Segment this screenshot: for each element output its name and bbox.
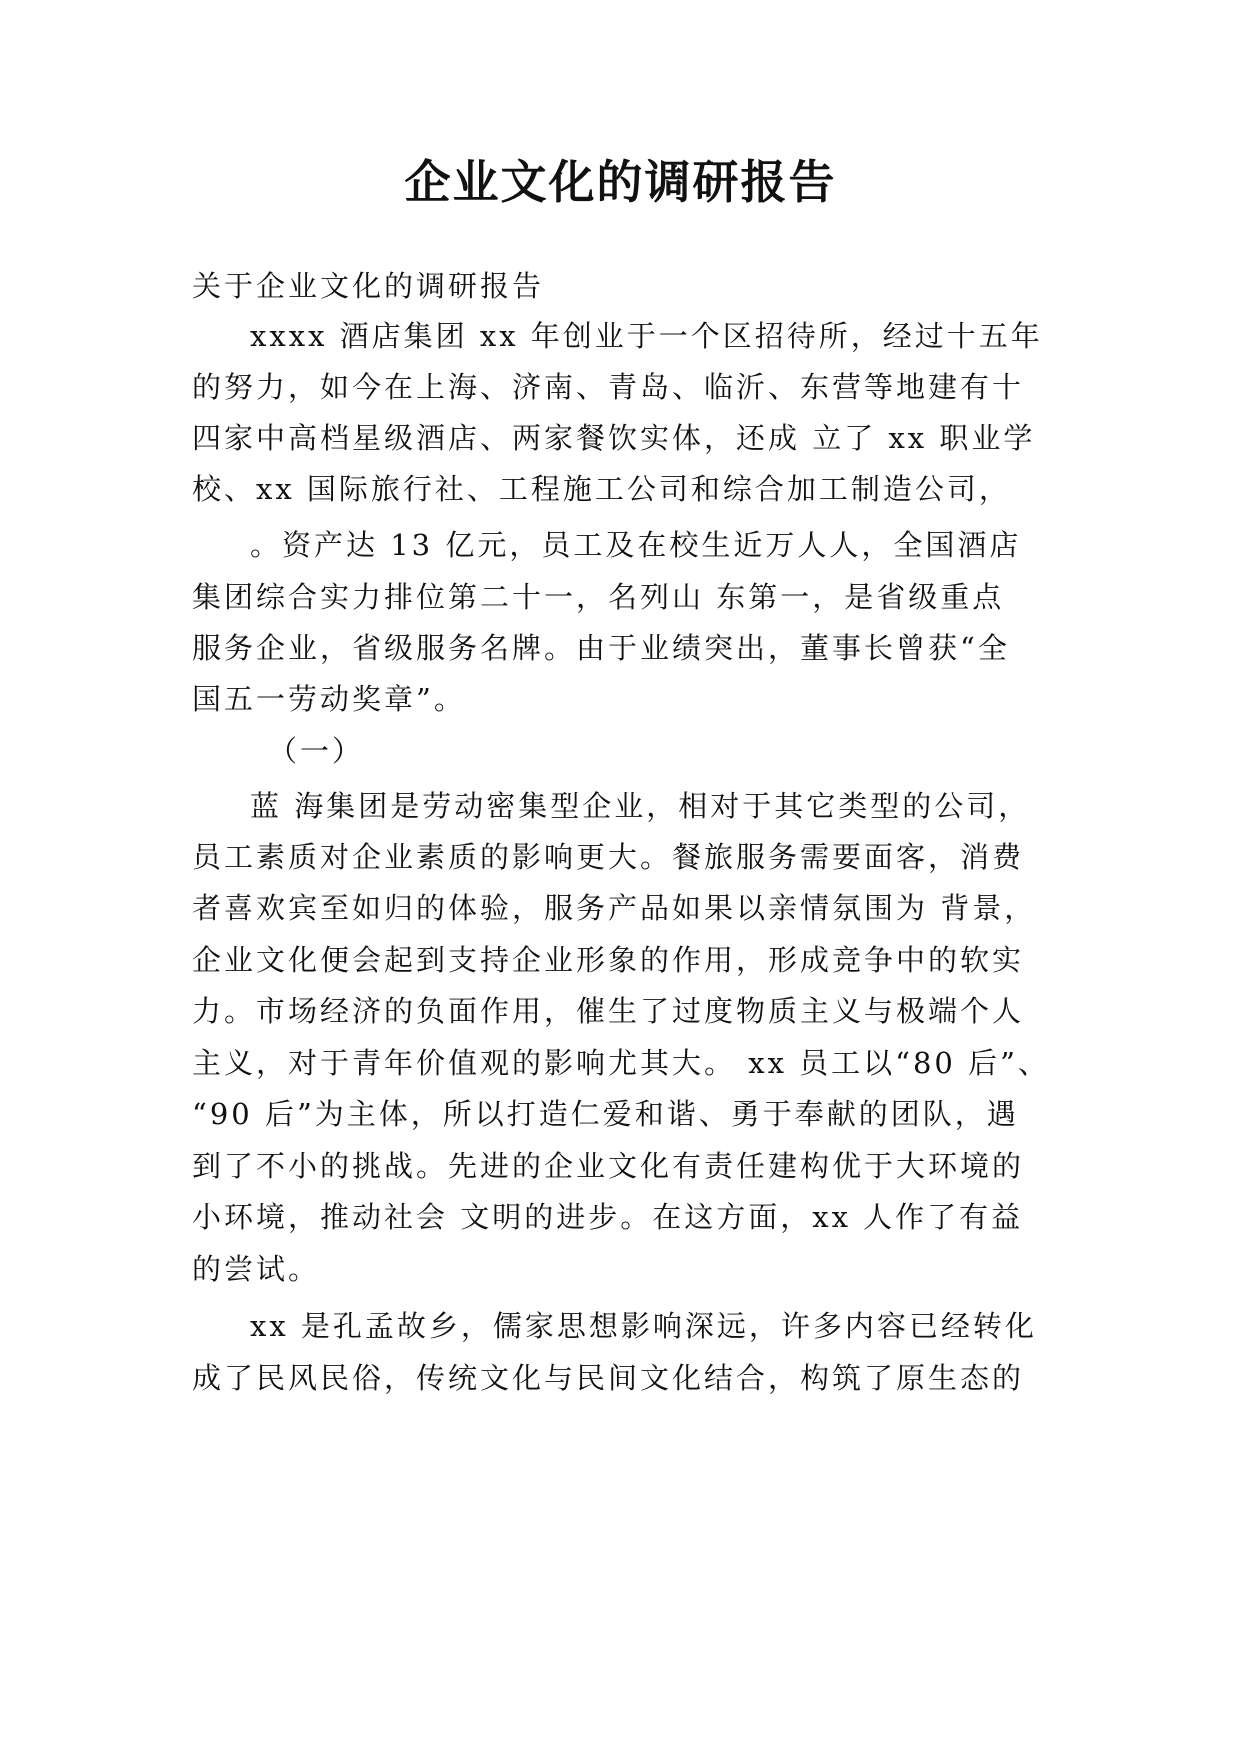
section-heading: （一） <box>268 734 365 768</box>
text-line: 。资产达 13 亿元，员工及在校生近万人人，全国酒店 <box>250 528 1022 562</box>
text-line: 国五一劳动奖章”。 <box>192 682 466 716</box>
text-line: “90 后”为主体，所以打造仁爱和谐、勇于奉献的团队，遇 <box>192 1097 1019 1131</box>
text-line: 企业文化便会起到支持企业形象的作用，形成竞争中的软实 <box>192 943 1025 977</box>
text-line: 校、xx 国际旅行社、工程施工公司和综合加工制造公司， <box>192 472 1011 506</box>
text-line: 到了不小的挑战。先进的企业文化有责任建构优于大环境的 <box>192 1149 1025 1183</box>
text-line: 员工素质对企业素质的影响更大。餐旅服务需要面客，消费 <box>192 840 1025 874</box>
text-line: 蓝 海集团是劳动密集型企业，相对于其它类型的公司， <box>250 789 1031 823</box>
text-line: 服务企业，省级服务名牌。由于业绩突出，董事长曾获“全 <box>192 631 1010 665</box>
text-line: 者喜欢宾至如归的体验，服务产品如果以亲情氛围为 背景， <box>192 891 1037 925</box>
text-line: xxxx 酒店集团 xx 年创业于一个区招待所，经过十五年 <box>250 319 1043 353</box>
text-line: 成了民风民俗，传统文化与民间文化结合，构筑了原生态的 <box>192 1361 1025 1395</box>
text-line: 的尝试。 <box>192 1252 321 1286</box>
text-line: 四家中高档星级酒店、两家餐饮实体，还成 立了 xx 职业学 <box>192 421 1036 455</box>
text-line: 小环境，推动社会 文明的进步。在这方面，xx 人作了有益 <box>192 1200 1024 1234</box>
text-line: 关于企业文化的调研报告 <box>192 269 545 303</box>
text-line: 的努力，如今在上海、济南、青岛、临沂、东营等地建有十 <box>192 370 1025 404</box>
text-line: 力。市场经济的负面作用，催生了过度物质主义与极端个人 <box>192 994 1025 1028</box>
text-line: xx 是孔孟故乡，儒家思想影响深远，许多内容已经转化 <box>250 1309 1037 1343</box>
text-line: 集团综合实力排位第二十一，名列山 东第一，是省级重点 <box>192 580 1005 614</box>
document-title: 企业文化的调研报告 <box>404 155 837 209</box>
text-line: 主义，对于青年价值观的影响尤其大。 xx 员工以“80 后”、 <box>192 1046 1050 1080</box>
